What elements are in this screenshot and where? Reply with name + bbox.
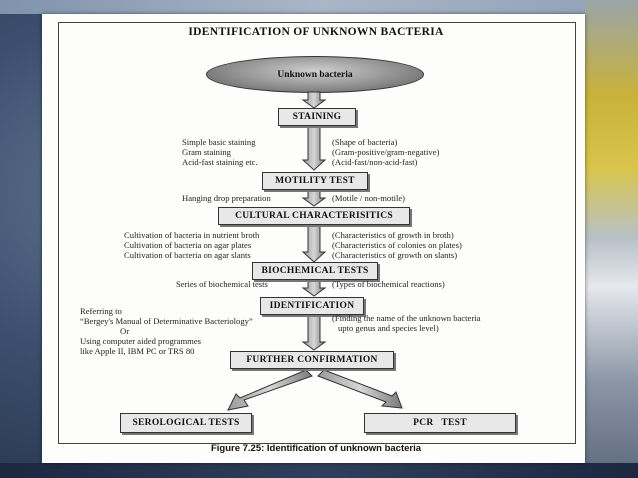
staining-method-3: Acid-fast staining etc. <box>182 157 258 167</box>
motility-result: (Motile / non-motile) <box>332 193 406 203</box>
staining-result-2: (Gram-positive/gram-negative) <box>332 147 440 157</box>
further-confirmation-box <box>230 351 394 369</box>
identification-label: IDENTIFICATION <box>269 301 355 311</box>
identification-result <box>332 313 480 333</box>
identification-method-4: Using computer aided programmes <box>80 336 201 346</box>
cultural-characteristics-label: CULTURAL CHARACTERISITICS <box>235 211 393 221</box>
arrow-to-serological <box>228 370 312 410</box>
cultural-results <box>332 230 462 260</box>
staining-result-1: (Shape of bacteria) <box>332 137 398 147</box>
identification-method-5: like Apple II, IBM PC or TRS 80 <box>80 346 195 356</box>
identification-method-3: Or <box>120 326 130 336</box>
arrow-to-motility <box>303 126 325 170</box>
identification-method-1: Referring to <box>80 306 122 316</box>
staining-methods <box>182 137 258 167</box>
cultural-characteristics-box <box>218 207 410 225</box>
serological-tests-box <box>120 413 252 433</box>
biochemical-tests-label: BIOCHEMICAL TESTS <box>261 266 369 276</box>
staining-box <box>278 108 356 126</box>
biochemical-tests-box <box>252 262 378 280</box>
biochemical-result: (Types of biochemical reactions) <box>332 279 445 289</box>
cultural-result-1: (Characteristics of growth in broth) <box>332 230 454 240</box>
figure-title: IDENTIFICATION OF UNKNOWN BACTERIA <box>188 26 444 38</box>
cultural-method-3: Cultivation of bacteria on agar slants <box>124 250 251 260</box>
arrow-to-identification <box>303 280 325 296</box>
pcr-test-box <box>364 413 516 433</box>
staining-method-1: Simple basic staining <box>182 137 256 147</box>
arrow-to-confirmation <box>303 316 325 350</box>
staining-result-3: (Acid-fast/non-acid-fast) <box>332 157 418 167</box>
arrow-to-biochemical <box>303 226 325 262</box>
motility-test-label: MOTILITY TEST <box>275 176 355 186</box>
arrow-to-staining <box>303 92 325 108</box>
cultural-method-1: Cultivation of bacteria in nutrient broth <box>124 230 260 240</box>
cultural-result-2: (Characteristics of colonies on plates) <box>332 240 462 250</box>
identification-methods <box>80 306 253 356</box>
pcr-test-label: PCR TEST <box>413 418 467 428</box>
further-confirmation-label: FURTHER CONFIRMATION <box>246 355 378 365</box>
arrow-to-cultural <box>303 190 325 206</box>
identification-result-2: upto genus and species level) <box>338 323 439 333</box>
staining-method-2: Gram staining <box>182 147 231 157</box>
serological-tests-label: SEROLOGICAL TESTS <box>132 418 240 428</box>
cultural-result-3: (Characteristics of growth on slants) <box>332 250 458 260</box>
figure-caption: Figure 7.25: Identification of unknown bacteria <box>210 443 422 454</box>
unknown-bacteria-label: Unknown bacteria <box>277 69 353 80</box>
identification-method-2: “Bergey's Manual of Determinative Bacteriology” <box>80 316 253 326</box>
motility-test-box <box>262 172 368 190</box>
identification-result-1: (Finding the name of the unknown bacteria <box>332 313 481 323</box>
biochemical-method: Series of biochemical tests <box>176 279 268 289</box>
cultural-method-2: Cultivation of bacteria on agar plates <box>124 240 252 250</box>
motility-method: Hanging drop preparation <box>182 193 271 203</box>
cultural-methods <box>124 230 259 260</box>
staining-label: STAINING <box>292 112 342 122</box>
arrow-to-pcr <box>318 370 402 408</box>
staining-results <box>332 137 439 167</box>
